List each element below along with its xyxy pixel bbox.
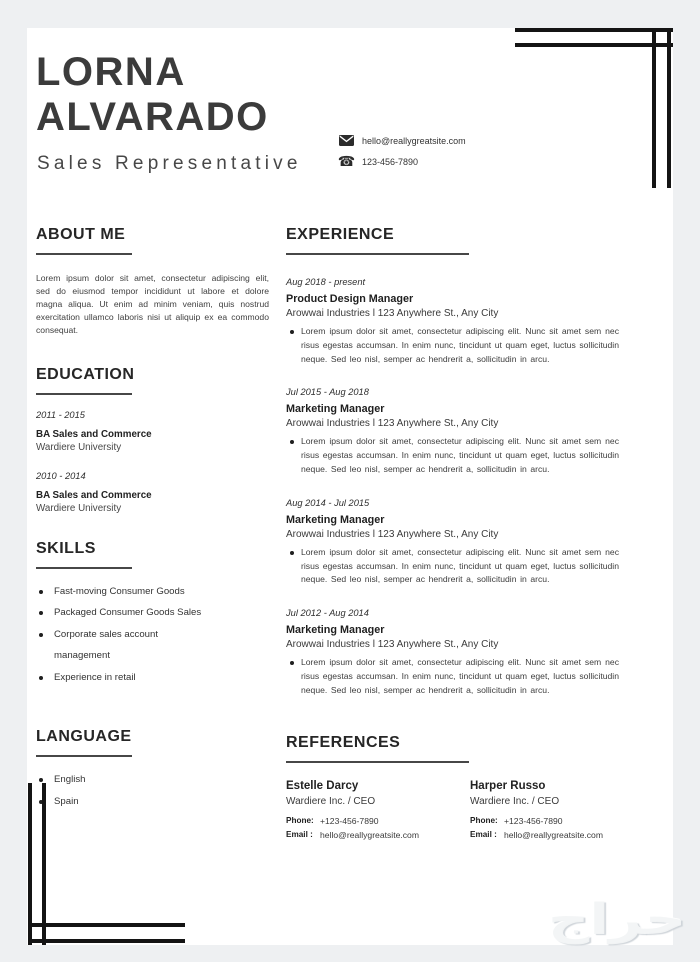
- bullet-dot: [290, 440, 294, 444]
- list-item: [36, 791, 269, 813]
- section-about: [36, 226, 269, 337]
- skill-label: Fast-moving Consumer Goods: [54, 585, 185, 597]
- education-degree: BA Sales and Commerce: [36, 428, 152, 440]
- experience-job-title: Product Design Manager: [286, 293, 414, 305]
- reference-email: hello@reallygreatsite.com: [504, 829, 604, 840]
- experience-description: Lorem ipsum dolor sit amet, consectetur adipiscing elit. Nunc sit amet sem nec risus egestas accumsan. In enim nunc, tincidunt ut quam eget, luctus sollicitudin neque. Sed leo nisl, semper ac hendrerit a, sollicitudin in arcu.: [301, 436, 619, 474]
- education-school: Wardiere University: [36, 502, 122, 514]
- education-school: Wardiere University: [36, 441, 122, 453]
- skill-label: Experience in retail: [54, 671, 136, 683]
- language-label: English: [54, 774, 86, 786]
- phone-label: Phone:: [286, 815, 314, 825]
- section-underline: [36, 393, 132, 395]
- experience-company: Arowwai Industries l 123 Anywhere St., Any City: [286, 308, 499, 319]
- envelope-icon: [339, 135, 354, 146]
- reference-name: Estelle Darcy: [286, 779, 359, 792]
- education-entry: [36, 410, 269, 453]
- reference-entry: [470, 780, 619, 840]
- telephone-icon: [339, 155, 354, 169]
- section-experience: [286, 226, 619, 698]
- phone-label: Phone:: [470, 815, 498, 825]
- contact-phone-row: [339, 155, 466, 169]
- bullet-dot: [290, 551, 294, 555]
- reference-email-row: [470, 830, 619, 840]
- contact-block: [339, 135, 466, 169]
- reference-phone-row: [470, 816, 619, 826]
- references-heading: REFERENCES: [286, 733, 401, 751]
- list-item: [36, 667, 269, 689]
- bullet-dot: [39, 676, 43, 680]
- list-item: [36, 769, 269, 791]
- corner-frame-top-right-line: [667, 28, 671, 188]
- bullet-dot: [39, 633, 43, 637]
- skill-label: Corporate sales account management: [54, 628, 158, 662]
- reference-role: Wardiere Inc. / CEO: [286, 795, 376, 807]
- experience-dates: Aug 2014 - Jul 2015: [286, 497, 370, 508]
- person-first-name: LORNA: [36, 50, 186, 94]
- list-item: [36, 624, 269, 667]
- corner-frame-top-right-line: [515, 28, 673, 32]
- person-job-title: Sales Representative: [37, 153, 302, 174]
- experience-job-title: Marketing Manager: [286, 403, 385, 416]
- experience-company: Arowwai Industries l 123 Anywhere St., Any City: [286, 639, 499, 651]
- experience-dates: Aug 2018 - present: [286, 277, 366, 287]
- section-underline: [286, 761, 469, 763]
- education-degree: BA Sales and Commerce: [36, 489, 152, 501]
- corner-frame-bottom-left-line: [42, 783, 46, 945]
- experience-description-row: [286, 325, 619, 366]
- corner-frame-top-right-line: [652, 28, 656, 188]
- experience-description-row: [286, 546, 619, 587]
- reference-entry: [286, 780, 470, 840]
- section-underline: [36, 253, 132, 255]
- language-list: [36, 769, 269, 812]
- reference-email-row: [286, 830, 470, 840]
- experience-dates: Jul 2015 - Aug 2018: [286, 387, 369, 398]
- reference-phone: +123-456-7890: [504, 815, 563, 826]
- experience-dates: Jul 2012 - Aug 2014: [286, 608, 369, 619]
- experience-entry: [286, 277, 619, 366]
- left-column: [36, 226, 269, 812]
- reference-email: hello@reallygreatsite.com: [320, 829, 420, 840]
- language-heading: LANGUAGE: [36, 728, 132, 746]
- contact-email-row: [339, 135, 466, 146]
- section-language: [36, 728, 269, 812]
- reference-phone-row: [286, 816, 470, 826]
- reference-name: Harper Russo: [470, 779, 546, 792]
- site-watermark: حراج: [548, 894, 687, 944]
- experience-description-row: [286, 656, 619, 697]
- experience-description: Lorem ipsum dolor sit amet, consectetur adipiscing elit. Nunc sit amet sem nec risus egestas accumsan. In enim nunc, tincidunt ut quam eget, luctus sollicitudin neque. Sed leo nisl, semper ac hendrerit a, sollicitudin in arcu.: [301, 326, 619, 364]
- section-underline: [286, 253, 469, 255]
- corner-frame-bottom-left-line: [28, 783, 32, 945]
- experience-entry: [286, 387, 619, 476]
- contact-phone: 123-456-7890: [362, 157, 419, 167]
- skill-label: Packaged Consumer Goods Sales: [54, 607, 202, 619]
- experience-description: Lorem ipsum dolor sit amet, consectetur adipiscing elit. Nunc sit amet sem nec risus egestas accumsan. In enim nunc, tincidunt ut quam eget, luctus sollicitudin neque. Sed leo nisl, semper ac hendrerit a, sollicitudin in arcu.: [301, 546, 619, 585]
- corner-frame-bottom-left-line: [28, 939, 185, 943]
- experience-description: Lorem ipsum dolor sit amet, consectetur adipiscing elit. Nunc sit amet sem nec risus egestas accumsan. In enim nunc, tincidunt ut quam eget, luctus sollicitudin neque. Sed leo nisl, semper ac hendrerit a, sollicitudin in arcu.: [301, 657, 619, 695]
- experience-entry: [286, 498, 619, 587]
- right-column: [286, 226, 619, 840]
- experience-company: Arowwai Industries l 123 Anywhere St., Any City: [286, 528, 499, 540]
- email-label: Email :: [470, 829, 497, 839]
- education-dates: 2010 - 2014: [36, 470, 86, 481]
- list-item: [36, 581, 269, 603]
- person-name: [36, 50, 269, 140]
- section-skills: [36, 540, 269, 689]
- experience-entry: [286, 608, 619, 697]
- reference-role: Wardiere Inc. / CEO: [470, 795, 560, 807]
- section-underline: [36, 755, 132, 757]
- about-heading: ABOUT ME: [36, 226, 126, 243]
- person-last-name: ALVARADO: [36, 95, 269, 139]
- section-underline: [36, 567, 132, 569]
- bullet-dot: [290, 330, 294, 334]
- bullet-dot: [39, 778, 43, 782]
- skills-list: [36, 581, 269, 689]
- section-education: [36, 366, 269, 514]
- experience-job-title: Marketing Manager: [286, 624, 385, 637]
- list-item: [36, 602, 269, 624]
- education-heading: EDUCATION: [36, 365, 135, 383]
- bullet-dot: [39, 590, 43, 594]
- corner-frame-bottom-left-line: [28, 923, 185, 927]
- email-label: Email :: [286, 829, 313, 839]
- skills-heading: SKILLS: [36, 539, 96, 557]
- bullet-dot: [39, 611, 43, 615]
- section-references: [286, 734, 619, 840]
- language-label: Spain: [54, 795, 79, 807]
- experience-heading: EXPERIENCE: [286, 226, 395, 243]
- experience-job-title: Marketing Manager: [286, 513, 385, 526]
- contact-email: hello@reallygreatsite.com: [362, 135, 466, 146]
- corner-frame-top-right-line: [515, 43, 673, 47]
- about-text: Lorem ipsum dolor sit amet, consectetur adipiscing elit, sed do eiusmod tempor incididunt ut labore et dolore magna aliqua. Ut enim ad minim veniam, quis nostrud exercitation ullamco laboris nisi ut aliquip ex ea commodo consequat.: [36, 273, 269, 335]
- references-grid: [286, 780, 619, 840]
- reference-phone: +123-456-7890: [320, 815, 379, 826]
- experience-description-row: [286, 435, 619, 476]
- education-dates: 2011 - 2015: [36, 409, 85, 420]
- education-entry: [36, 471, 269, 514]
- experience-company: Arowwai Industries l 123 Anywhere St., Any City: [286, 418, 499, 430]
- bullet-dot: [290, 661, 294, 665]
